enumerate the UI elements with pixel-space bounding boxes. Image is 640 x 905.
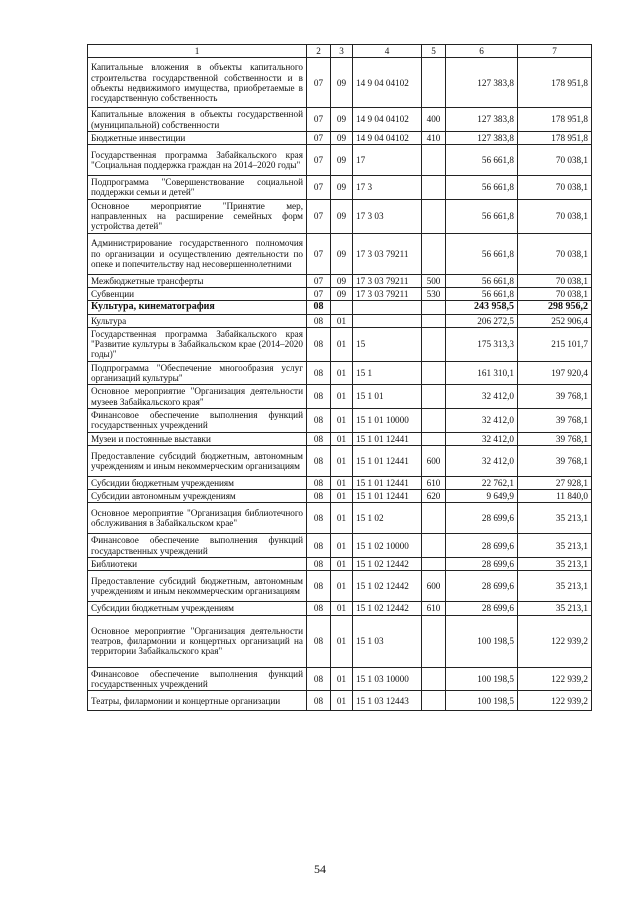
row-section: 07	[307, 287, 331, 300]
row-expense-type	[422, 615, 446, 667]
table-row	[88, 432, 592, 445]
table-row	[88, 602, 592, 615]
row-subsection: 09	[331, 108, 353, 132]
table-row	[88, 503, 592, 534]
row-subsection: 01	[331, 602, 353, 615]
row-amount-year2: 197 920,4	[518, 361, 592, 385]
row-target-article: 15 1 01 12441	[353, 476, 422, 489]
row-amount-year1: 127 383,8	[446, 58, 518, 108]
row-amount-year1: 32 412,0	[446, 432, 518, 445]
row-name: Финансовое обеспечение выполнения функций государственных учреждений	[88, 534, 307, 558]
row-name: Субвенции	[88, 287, 307, 300]
row-amount-year2: 39 768,1	[518, 385, 592, 409]
row-name: Предоставление субсидий бюджетным, автономным учреждениям и иным некоммерческим организациям	[88, 571, 307, 602]
row-subsection: 01	[331, 327, 353, 361]
row-expense-type	[422, 301, 446, 314]
row-section: 08	[307, 301, 331, 314]
row-section: 08	[307, 691, 331, 711]
row-section: 08	[307, 667, 331, 691]
row-target-article: 15 1 02 12442	[353, 558, 422, 571]
row-name: Государственная программа Забайкальского края "Развитие культуры в Забайкальском крае (2014–2020 годы)"	[88, 327, 307, 361]
row-expense-type: 500	[422, 274, 446, 287]
table-row	[88, 233, 592, 274]
row-section: 08	[307, 476, 331, 489]
row-target-article: 15 1 02	[353, 503, 422, 534]
row-subsection: 01	[331, 490, 353, 503]
row-target-article: 17 3 03 79211	[353, 287, 422, 300]
row-amount-year1: 100 198,5	[446, 691, 518, 711]
row-expense-type	[422, 361, 446, 385]
row-subsection: 01	[331, 385, 353, 409]
row-amount-year2: 11 840,0	[518, 490, 592, 503]
table-row	[88, 445, 592, 476]
row-amount-year1: 100 198,5	[446, 615, 518, 667]
row-name: Государственная программа Забайкальского края "Социальная поддержка граждан на 2014–2020 годы"	[88, 145, 307, 176]
table-row	[88, 615, 592, 667]
row-target-article: 17 3 03	[353, 199, 422, 233]
row-amount-year2: 252 906,4	[518, 314, 592, 327]
row-target-article: 15 1 02 10000	[353, 534, 422, 558]
row-expense-type	[422, 314, 446, 327]
row-expense-type: 610	[422, 476, 446, 489]
row-expense-type	[422, 145, 446, 176]
column-header: 3	[331, 45, 353, 58]
row-name: Капитальные вложения в объекты капитального строительства государственной собственности и в объекты недвижимого имущества, приобретаемые в государственную собственность	[88, 58, 307, 108]
row-amount-year1: 56 661,8	[446, 145, 518, 176]
row-target-article: 17 3 03 79211	[353, 233, 422, 274]
table-row	[88, 131, 592, 144]
table-row	[88, 199, 592, 233]
row-section: 07	[307, 176, 331, 200]
row-name: Культура	[88, 314, 307, 327]
row-amount-year1: 28 699,6	[446, 503, 518, 534]
row-amount-year2: 178 951,8	[518, 108, 592, 132]
row-target-article: 15 1 02 12442	[353, 602, 422, 615]
row-amount-year2: 39 768,1	[518, 445, 592, 476]
row-subsection: 09	[331, 145, 353, 176]
row-target-article: 15 1 03	[353, 615, 422, 667]
table-row	[88, 287, 592, 300]
row-amount-year1: 56 661,8	[446, 176, 518, 200]
row-target-article	[353, 301, 422, 314]
row-target-article: 14 9 04 04102	[353, 131, 422, 144]
column-header: 7	[518, 45, 592, 58]
row-name: Библиотеки	[88, 558, 307, 571]
table-row	[88, 558, 592, 571]
row-expense-type	[422, 176, 446, 200]
row-section: 07	[307, 131, 331, 144]
row-expense-type	[422, 408, 446, 432]
row-amount-year2: 70 038,1	[518, 287, 592, 300]
row-expense-type	[422, 58, 446, 108]
row-section: 08	[307, 558, 331, 571]
row-expense-type: 600	[422, 571, 446, 602]
row-expense-type	[422, 199, 446, 233]
row-amount-year1: 32 412,0	[446, 408, 518, 432]
row-amount-year1: 56 661,8	[446, 274, 518, 287]
row-expense-type	[422, 534, 446, 558]
row-target-article: 15 1 01 12441	[353, 445, 422, 476]
row-subsection: 01	[331, 408, 353, 432]
row-name: Театры, филармонии и концертные организации	[88, 691, 307, 711]
table-row	[88, 534, 592, 558]
row-amount-year1: 56 661,8	[446, 233, 518, 274]
row-amount-year1: 28 699,6	[446, 571, 518, 602]
row-subsection: 09	[331, 131, 353, 144]
row-target-article: 15 1 01	[353, 385, 422, 409]
row-name: Музеи и постоянные выставки	[88, 432, 307, 445]
row-amount-year2: 35 213,1	[518, 558, 592, 571]
row-target-article	[353, 314, 422, 327]
table-row	[88, 408, 592, 432]
row-subsection: 01	[331, 503, 353, 534]
row-amount-year2: 39 768,1	[518, 432, 592, 445]
row-section: 07	[307, 108, 331, 132]
row-subsection: 01	[331, 361, 353, 385]
row-subsection: 01	[331, 314, 353, 327]
row-amount-year1: 56 661,8	[446, 199, 518, 233]
table-row	[88, 314, 592, 327]
row-expense-type: 400	[422, 108, 446, 132]
row-name: Финансовое обеспечение выполнения функций государственных учреждений	[88, 667, 307, 691]
table-row	[88, 490, 592, 503]
row-subsection: 01	[331, 615, 353, 667]
row-amount-year1: 9 649,9	[446, 490, 518, 503]
row-section: 08	[307, 490, 331, 503]
column-header: 1	[88, 45, 307, 58]
row-section: 08	[307, 361, 331, 385]
row-subsection: 09	[331, 274, 353, 287]
row-name: Финансовое обеспечение выполнения функций государственных учреждений	[88, 408, 307, 432]
row-name: Субсидии бюджетным учреждениям	[88, 476, 307, 489]
page-number: 54	[314, 862, 326, 876]
row-section: 08	[307, 615, 331, 667]
row-target-article: 15	[353, 327, 422, 361]
row-section: 08	[307, 408, 331, 432]
row-amount-year2: 27 928,1	[518, 476, 592, 489]
row-target-article: 14 9 04 04102	[353, 58, 422, 108]
row-section: 07	[307, 145, 331, 176]
table-row	[88, 571, 592, 602]
row-section: 07	[307, 58, 331, 108]
row-subsection: 09	[331, 233, 353, 274]
table-row	[88, 476, 592, 489]
row-target-article: 15 1 01 12441	[353, 490, 422, 503]
row-expense-type	[422, 432, 446, 445]
row-subsection: 09	[331, 176, 353, 200]
row-expense-type	[422, 667, 446, 691]
row-name: Администрирование государственного полномочия по организации и осуществлению деятельности по опеке и попечительству над несовершеннолетними	[88, 233, 307, 274]
row-subsection: 01	[331, 432, 353, 445]
table-row	[88, 274, 592, 287]
row-name: Межбюджетные трансферты	[88, 274, 307, 287]
row-name: Подпрограмма "Обеспечение многообразия услуг организаций культуры"	[88, 361, 307, 385]
table-row	[88, 667, 592, 691]
row-amount-year1: 175 313,3	[446, 327, 518, 361]
row-expense-type	[422, 385, 446, 409]
row-expense-type	[422, 558, 446, 571]
row-target-article: 15 1 01 12441	[353, 432, 422, 445]
table-row	[88, 145, 592, 176]
row-amount-year2: 39 768,1	[518, 408, 592, 432]
row-subsection: 09	[331, 287, 353, 300]
row-name: Основное мероприятие "Организация деятельности театров, филармонии и концертных организаций на территории Забайкальского края"	[88, 615, 307, 667]
row-expense-type	[422, 503, 446, 534]
row-subsection: 09	[331, 199, 353, 233]
row-amount-year2: 178 951,8	[518, 58, 592, 108]
row-section: 08	[307, 571, 331, 602]
row-subsection: 01	[331, 571, 353, 602]
row-expense-type: 620	[422, 490, 446, 503]
row-section: 07	[307, 274, 331, 287]
row-subsection: 01	[331, 667, 353, 691]
column-header: 5	[422, 45, 446, 58]
table-header-row	[88, 45, 592, 58]
row-section: 07	[307, 199, 331, 233]
row-target-article: 17 3 03 79211	[353, 274, 422, 287]
row-amount-year2: 70 038,1	[518, 199, 592, 233]
row-expense-type	[422, 327, 446, 361]
row-name: Субсидии автономным учреждениям	[88, 490, 307, 503]
row-target-article: 15 1 03 10000	[353, 667, 422, 691]
row-expense-type: 410	[422, 131, 446, 144]
row-expense-type: 600	[422, 445, 446, 476]
table-row	[88, 691, 592, 711]
row-expense-type: 610	[422, 602, 446, 615]
row-section: 08	[307, 503, 331, 534]
row-section: 08	[307, 327, 331, 361]
row-name: Капитальные вложения в объекты государственной (муниципальной) собственности	[88, 108, 307, 132]
row-amount-year1: 206 272,5	[446, 314, 518, 327]
row-name: Подпрограмма "Совершенствование социальной поддержки семьи и детей"	[88, 176, 307, 200]
row-amount-year2: 215 101,7	[518, 327, 592, 361]
row-amount-year1: 56 661,8	[446, 287, 518, 300]
row-subsection: 01	[331, 534, 353, 558]
row-amount-year1: 161 310,1	[446, 361, 518, 385]
row-target-article: 15 1 01 10000	[353, 408, 422, 432]
row-amount-year1: 32 412,0	[446, 445, 518, 476]
row-amount-year1: 127 383,8	[446, 108, 518, 132]
row-subsection: 01	[331, 691, 353, 711]
row-amount-year2: 122 939,2	[518, 667, 592, 691]
row-amount-year1: 28 699,6	[446, 534, 518, 558]
table-row	[88, 327, 592, 361]
row-section: 08	[307, 445, 331, 476]
row-target-article: 15 1 02 12442	[353, 571, 422, 602]
row-amount-year2: 122 939,2	[518, 615, 592, 667]
row-amount-year2: 298 956,2	[518, 301, 592, 314]
row-target-article: 14 9 04 04102	[353, 108, 422, 132]
row-name: Основное мероприятие "Принятие мер, направленных на расширение семейных форм устройства детей"	[88, 199, 307, 233]
budget-table	[87, 44, 592, 711]
row-target-article: 17 3	[353, 176, 422, 200]
row-subsection: 01	[331, 445, 353, 476]
row-subsection: 01	[331, 558, 353, 571]
row-section: 08	[307, 432, 331, 445]
row-section: 08	[307, 314, 331, 327]
table-row	[88, 58, 592, 108]
row-target-article: 17	[353, 145, 422, 176]
row-amount-year2: 70 038,1	[518, 274, 592, 287]
row-amount-year2: 70 038,1	[518, 145, 592, 176]
row-subsection: 09	[331, 58, 353, 108]
row-subsection	[331, 301, 353, 314]
row-section: 08	[307, 385, 331, 409]
row-amount-year2: 178 951,8	[518, 131, 592, 144]
table-row	[88, 361, 592, 385]
row-expense-type	[422, 691, 446, 711]
row-amount-year1: 28 699,6	[446, 602, 518, 615]
row-amount-year2: 35 213,1	[518, 602, 592, 615]
row-amount-year2: 35 213,1	[518, 503, 592, 534]
row-section: 08	[307, 602, 331, 615]
row-target-article: 15 1	[353, 361, 422, 385]
row-amount-year2: 70 038,1	[518, 233, 592, 274]
row-amount-year1: 32 412,0	[446, 385, 518, 409]
row-amount-year1: 22 762,1	[446, 476, 518, 489]
row-amount-year2: 122 939,2	[518, 691, 592, 711]
row-name: Субсидии бюджетным учреждениям	[88, 602, 307, 615]
budget-document	[87, 44, 591, 711]
row-name: Культура, кинематография	[88, 301, 307, 314]
row-amount-year2: 35 213,1	[518, 534, 592, 558]
table-row	[88, 385, 592, 409]
column-header: 4	[353, 45, 422, 58]
row-section: 07	[307, 233, 331, 274]
row-name: Основное мероприятие "Организация библиотечного обслуживания в Забайкальском крае"	[88, 503, 307, 534]
column-header: 2	[307, 45, 331, 58]
table-row	[88, 301, 592, 314]
row-name: Бюджетные инвестиции	[88, 131, 307, 144]
row-amount-year1: 243 958,5	[446, 301, 518, 314]
row-name: Предоставление субсидий бюджетным, автономным учреждениям и иным некоммерческим организациям	[88, 445, 307, 476]
row-expense-type: 530	[422, 287, 446, 300]
row-target-article: 15 1 03 12443	[353, 691, 422, 711]
row-amount-year2: 70 038,1	[518, 176, 592, 200]
row-subsection: 01	[331, 476, 353, 489]
row-amount-year1: 127 383,8	[446, 131, 518, 144]
column-header: 6	[446, 45, 518, 58]
table-row	[88, 176, 592, 200]
row-name: Основное мероприятие "Организация деятельности музеев Забайкальского края"	[88, 385, 307, 409]
row-expense-type	[422, 233, 446, 274]
row-amount-year2: 35 213,1	[518, 571, 592, 602]
row-amount-year1: 100 198,5	[446, 667, 518, 691]
table-row	[88, 108, 592, 132]
row-amount-year1: 28 699,6	[446, 558, 518, 571]
row-section: 08	[307, 534, 331, 558]
